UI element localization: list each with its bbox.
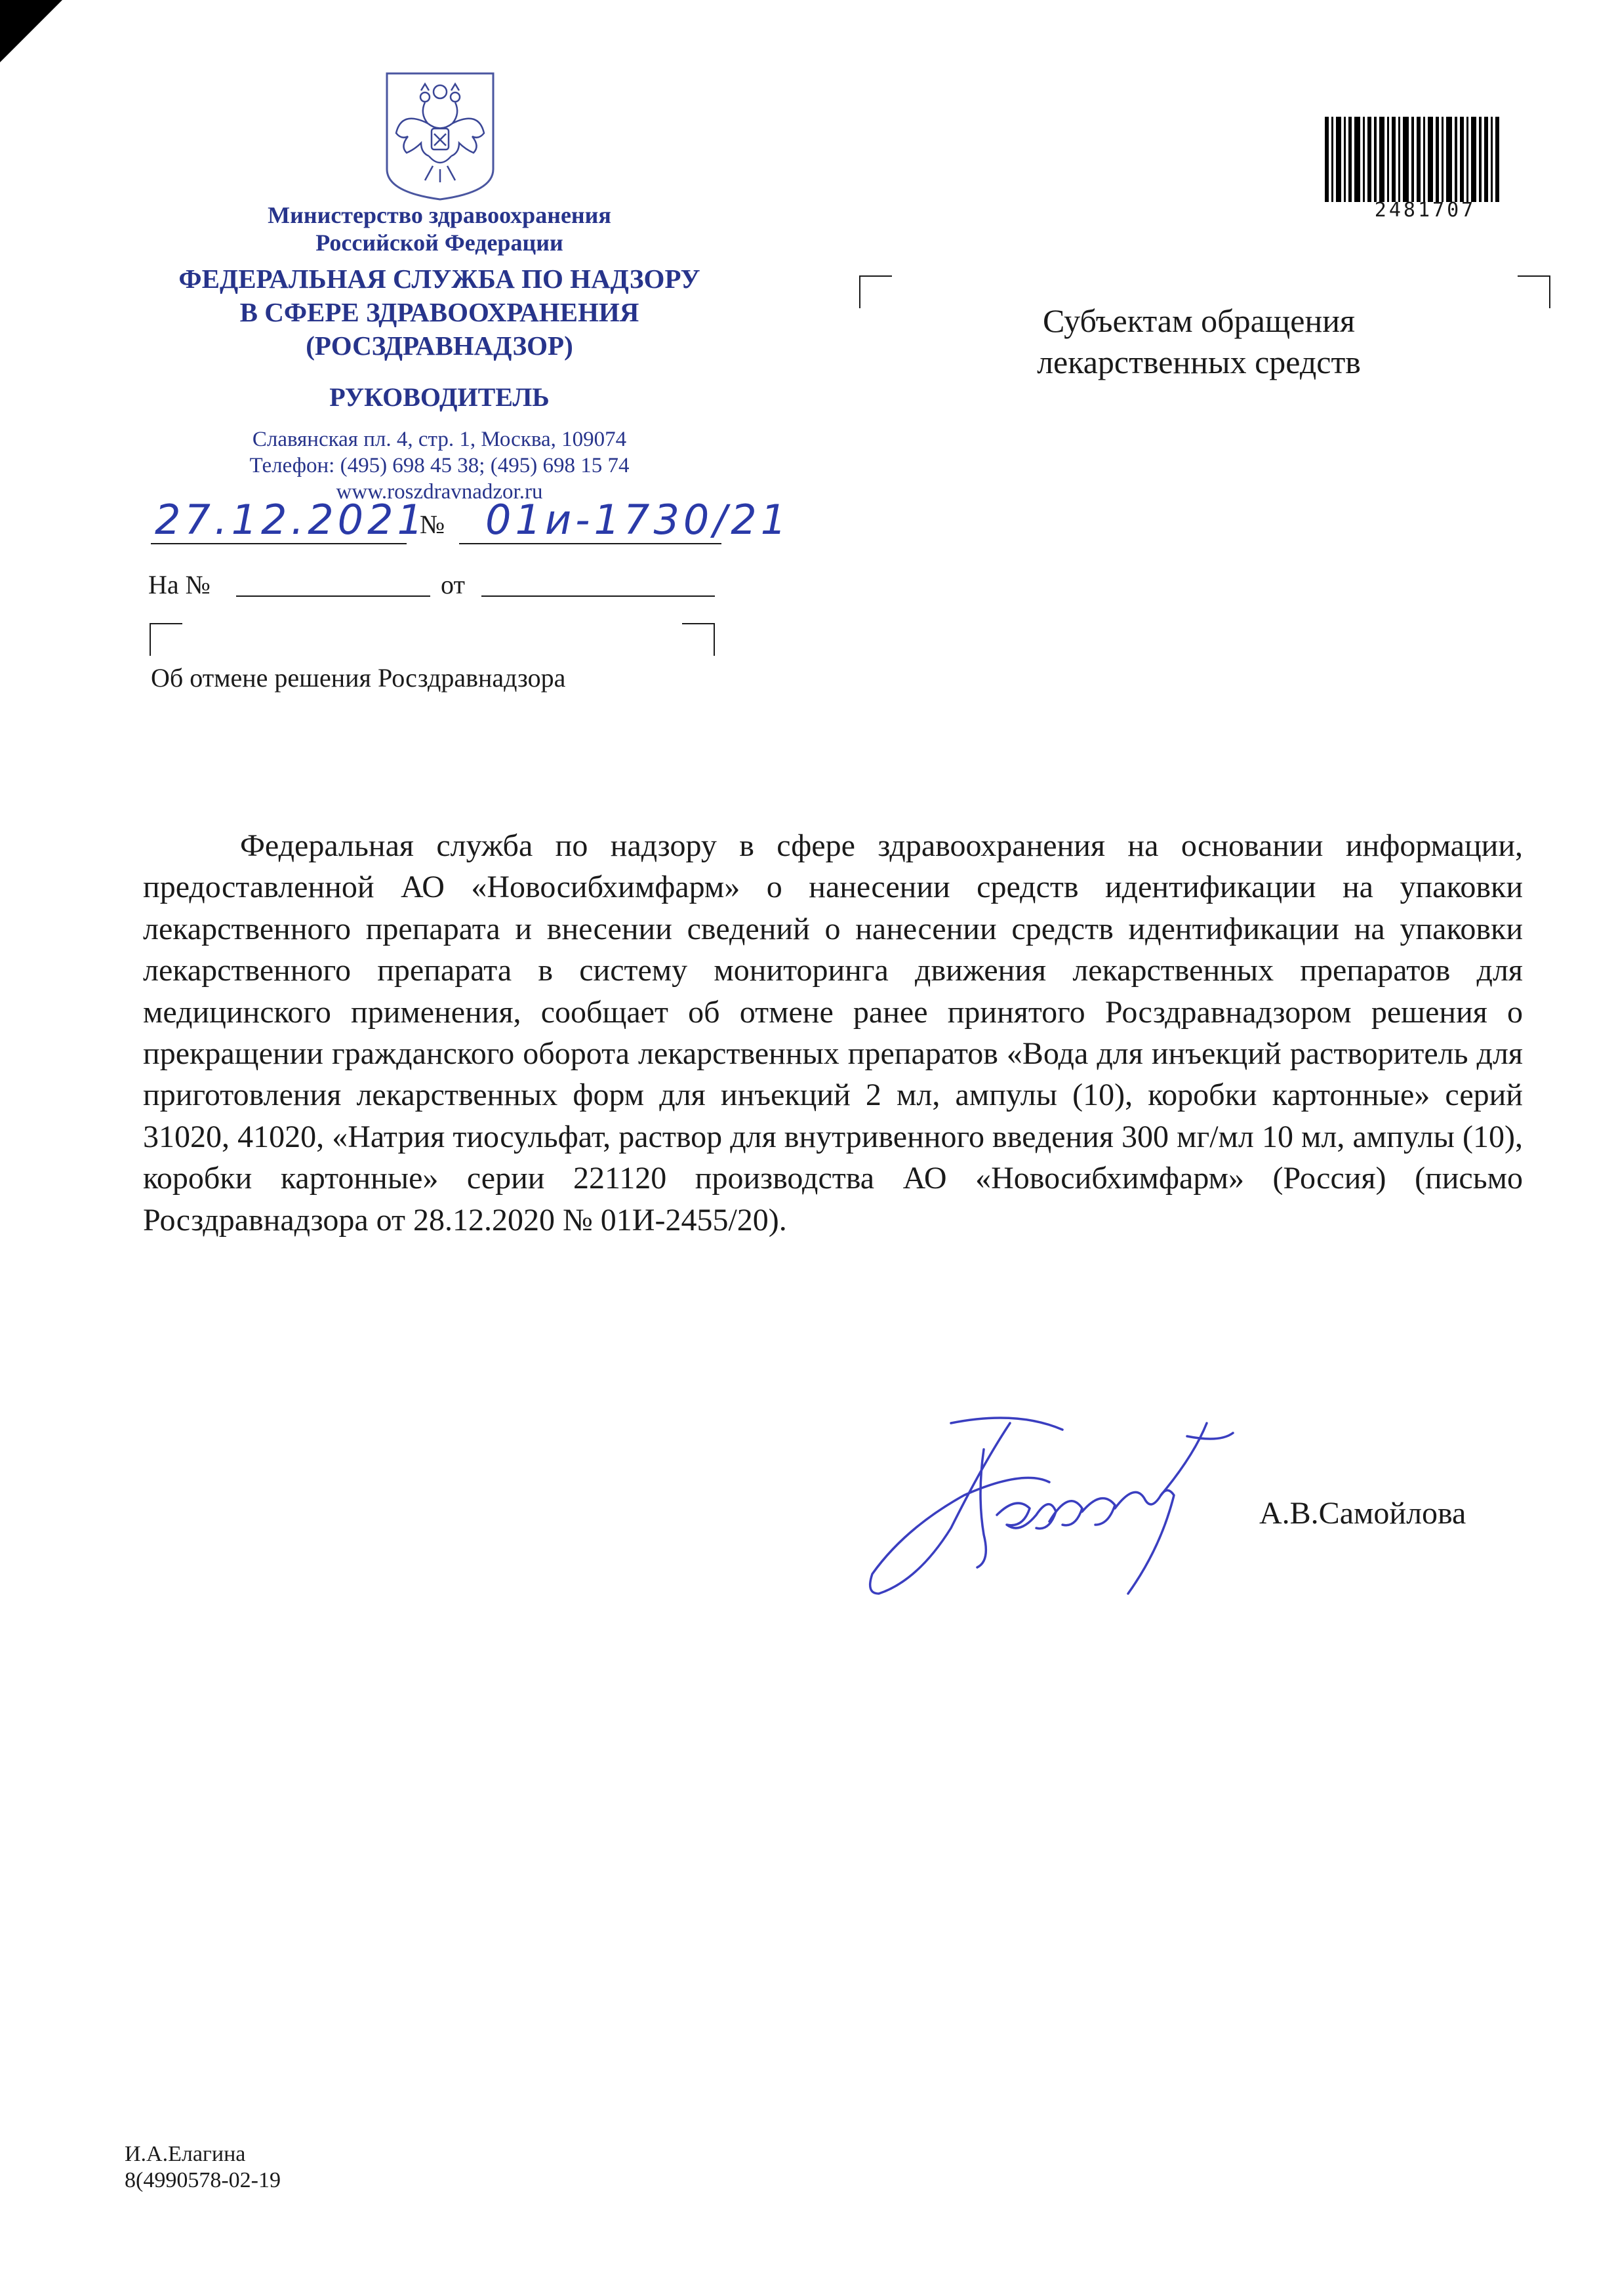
handwritten-signature xyxy=(853,1397,1246,1613)
ministry-name xyxy=(98,201,780,256)
ministry-line-1: Министерство здравоохранения xyxy=(268,202,611,228)
addressee xyxy=(969,300,1428,383)
number-label: № xyxy=(420,510,445,539)
position-title: РУКОВОДИТЕЛЬ xyxy=(329,382,550,412)
reply-number-field xyxy=(236,595,430,597)
barcode-icon xyxy=(1325,117,1499,202)
letter-subject: Об отмене решения Росздравнадзора xyxy=(151,663,566,693)
addressee-bracket-left xyxy=(859,275,892,308)
addressee-bracket-right xyxy=(1518,275,1550,308)
ministry-line-2: Российской Федерации xyxy=(315,230,563,256)
subject-bracket-right xyxy=(682,623,715,656)
service-name xyxy=(98,262,780,363)
scan-corner-mark xyxy=(0,0,62,62)
barcode-number: 2481707 xyxy=(1374,199,1476,222)
service-line-1: ФЕДЕРАЛЬНАЯ СЛУЖБА ПО НАДЗОРУ xyxy=(178,264,700,294)
website: www.roszdravnadzor.ru xyxy=(336,480,543,504)
service-line-3: (РОСЗДРАВНАДЗОР) xyxy=(306,331,573,361)
service-line-2: В СФЕРЕ ЗДРАВООХРАНЕНИЯ xyxy=(239,297,639,327)
phone: Телефон: (495) 698 45 38; (495) 698 15 74 xyxy=(249,454,630,477)
executor-name: И.А.Елагина xyxy=(125,2142,246,2166)
signatory-name: А.В.Самойлова xyxy=(1259,1496,1466,1531)
registration-date: 27.12.2021 xyxy=(155,496,427,544)
registration-number: 01и-1730/21 xyxy=(485,496,791,544)
reply-date-field xyxy=(481,595,715,597)
subject-bracket-left xyxy=(150,623,182,656)
addressee-line-1: Субъектам обращения xyxy=(1043,302,1355,339)
addressee-line-2: лекарственных средств xyxy=(1037,344,1361,380)
letter-body: Федеральная служба по надзору в сфере здравоохранения на основании информации, предоставленной АО «Новосибхимфарм» о нанесении средств идентификации на упаковки лекарственного препарата и внесении сведений о нанесении средств идентификации на упаковки лекарственного препарата в систему мониторинга движения лекарственных препаратов для медицинского применения, сообщает об отмене ранее принятого Росздравнадзором решения о прекращении гражданского оборота лекарственных препаратов «Вода для инъекций растворитель для приготовления лекарственных форм для инъекций 2 мл, ампулы (10), коробки картонные» серий 31020, 41020, «Натрия тиосульфат, раствор для внутривенного введения 300 мг/мл 10 мл, ампулы (10), коробки картонные» серии 221120 производства АО «Новосибхимфарм» (Россия) (письмо Росздравнадзора от 28.12.2020 № 01И-2455/20). xyxy=(143,828,1523,1238)
executor-phone: 8(4990578-02-19 xyxy=(125,2168,281,2192)
reply-date-label: от xyxy=(441,570,465,599)
address: Славянская пл. 4, стр. 1, Москва, 109074 xyxy=(252,428,627,451)
russian-coat-of-arms-icon xyxy=(382,71,498,202)
contact-block xyxy=(131,426,748,505)
reply-number-label: На № xyxy=(148,570,211,599)
